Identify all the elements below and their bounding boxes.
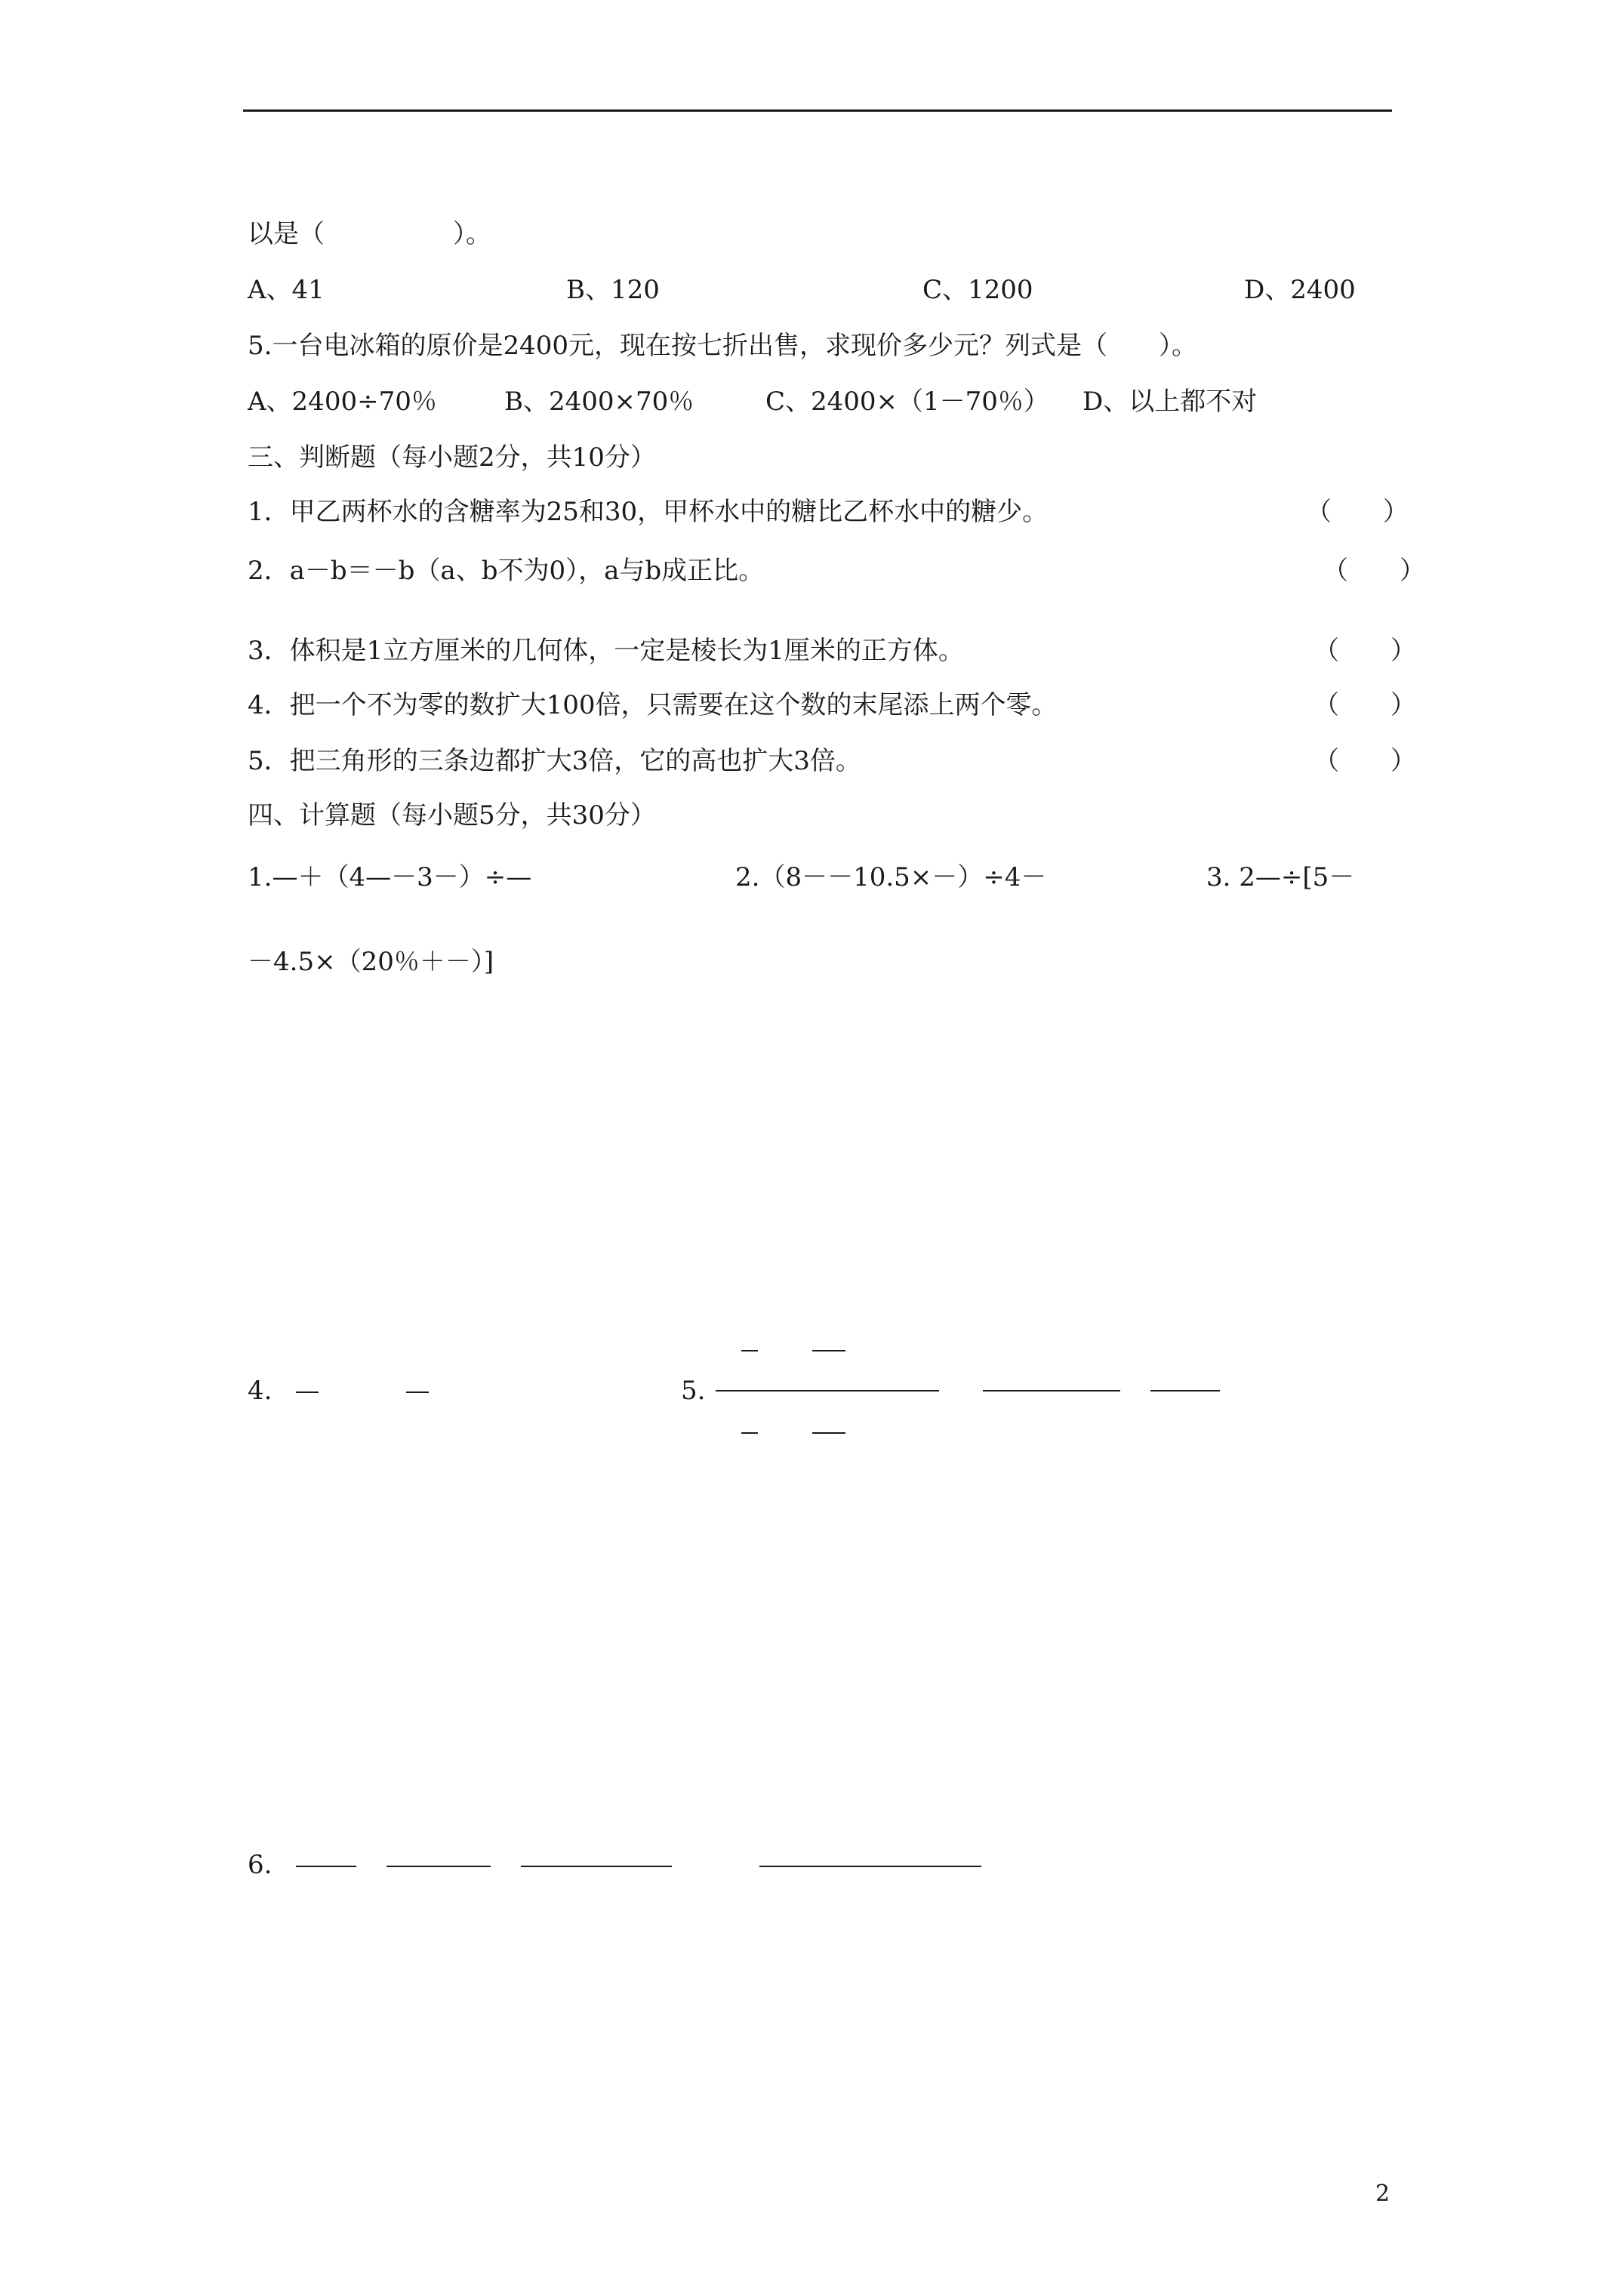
header-rule [243, 109, 1392, 112]
q5-stem: 5.一台电冰箱的原价是2400元，现在按七折出售，求现价多少元？列式是（ ）。 [248, 331, 1197, 361]
q5-option-b: B、2400×70％ [504, 387, 694, 417]
judge-bracket-2[interactable]: （ ） [1323, 556, 1425, 586]
q5-option-d: D、以上都不对 [1083, 387, 1258, 417]
page-number: 2 [1375, 2180, 1390, 2207]
fraction-bar [296, 1391, 319, 1393]
q5-option-c: C、2400×（1－70％） [765, 387, 1049, 417]
judge-item-3: 3．体积是1立方厘米的几何体，一定是棱长为1厘米的正方体。 [248, 636, 964, 666]
fraction-bar [521, 1866, 672, 1867]
fraction-bar [406, 1391, 429, 1393]
fraction-bar [759, 1866, 981, 1867]
fraction-bar [716, 1390, 939, 1391]
calc-problem-2: 2.（8－－10.5×－）÷4－ [735, 862, 1047, 892]
calc-problem-4-label: 4. [248, 1376, 273, 1406]
fraction-bar [387, 1866, 491, 1867]
q4-stem-continuation: 以是（ ）。 [248, 219, 491, 249]
section3-title: 三、判断题（每小题2分，共10分） [248, 442, 656, 473]
fraction-bar [983, 1390, 1120, 1391]
q4-option-c: C、1200 [922, 275, 1033, 305]
section4-title: 四、计算题（每小题5分，共30分） [248, 800, 656, 831]
calc-problem-3-continuation: －4.5×（20％＋－）] [248, 947, 494, 977]
q5-option-a: A、2400÷70％ [248, 387, 437, 417]
fraction-bar [1150, 1390, 1220, 1391]
judge-item-2: 2．a－b＝－b（a、b不为0），a与b成正比。 [248, 556, 765, 586]
calc-problem-3: 3. 2—÷[5－ [1206, 862, 1355, 892]
fraction-bar [812, 1350, 845, 1351]
calc-problem-6-label: 6. [248, 1850, 273, 1880]
judge-bracket-3[interactable]: （ ） [1313, 636, 1416, 666]
fraction-bar [741, 1350, 758, 1351]
judge-bracket-5[interactable]: （ ） [1313, 746, 1416, 776]
fraction-bar [812, 1432, 845, 1434]
judge-item-1: 1．甲乙两杯水的含糖率为25和30，甲杯水中的糖比乙杯水中的糖少。 [248, 497, 1049, 527]
judge-bracket-1[interactable]: （ ） [1306, 497, 1409, 527]
calc-problem-5-label: 5. [681, 1376, 706, 1406]
q4-option-a: A、41 [248, 275, 325, 305]
fraction-bar [741, 1432, 758, 1434]
q4-option-d: D、2400 [1244, 275, 1356, 305]
judge-item-4: 4．把一个不为零的数扩大100倍，只需要在这个数的末尾添上两个零。 [248, 690, 1058, 720]
judge-bracket-4[interactable]: （ ） [1313, 690, 1416, 720]
judge-item-5: 5．把三角形的三条边都扩大3倍，它的高也扩大3倍。 [248, 746, 861, 776]
fraction-bar [296, 1866, 356, 1867]
q4-option-b: B、120 [566, 275, 660, 305]
calc-problem-1: 1.—＋（4—－3－）÷— [248, 862, 532, 892]
